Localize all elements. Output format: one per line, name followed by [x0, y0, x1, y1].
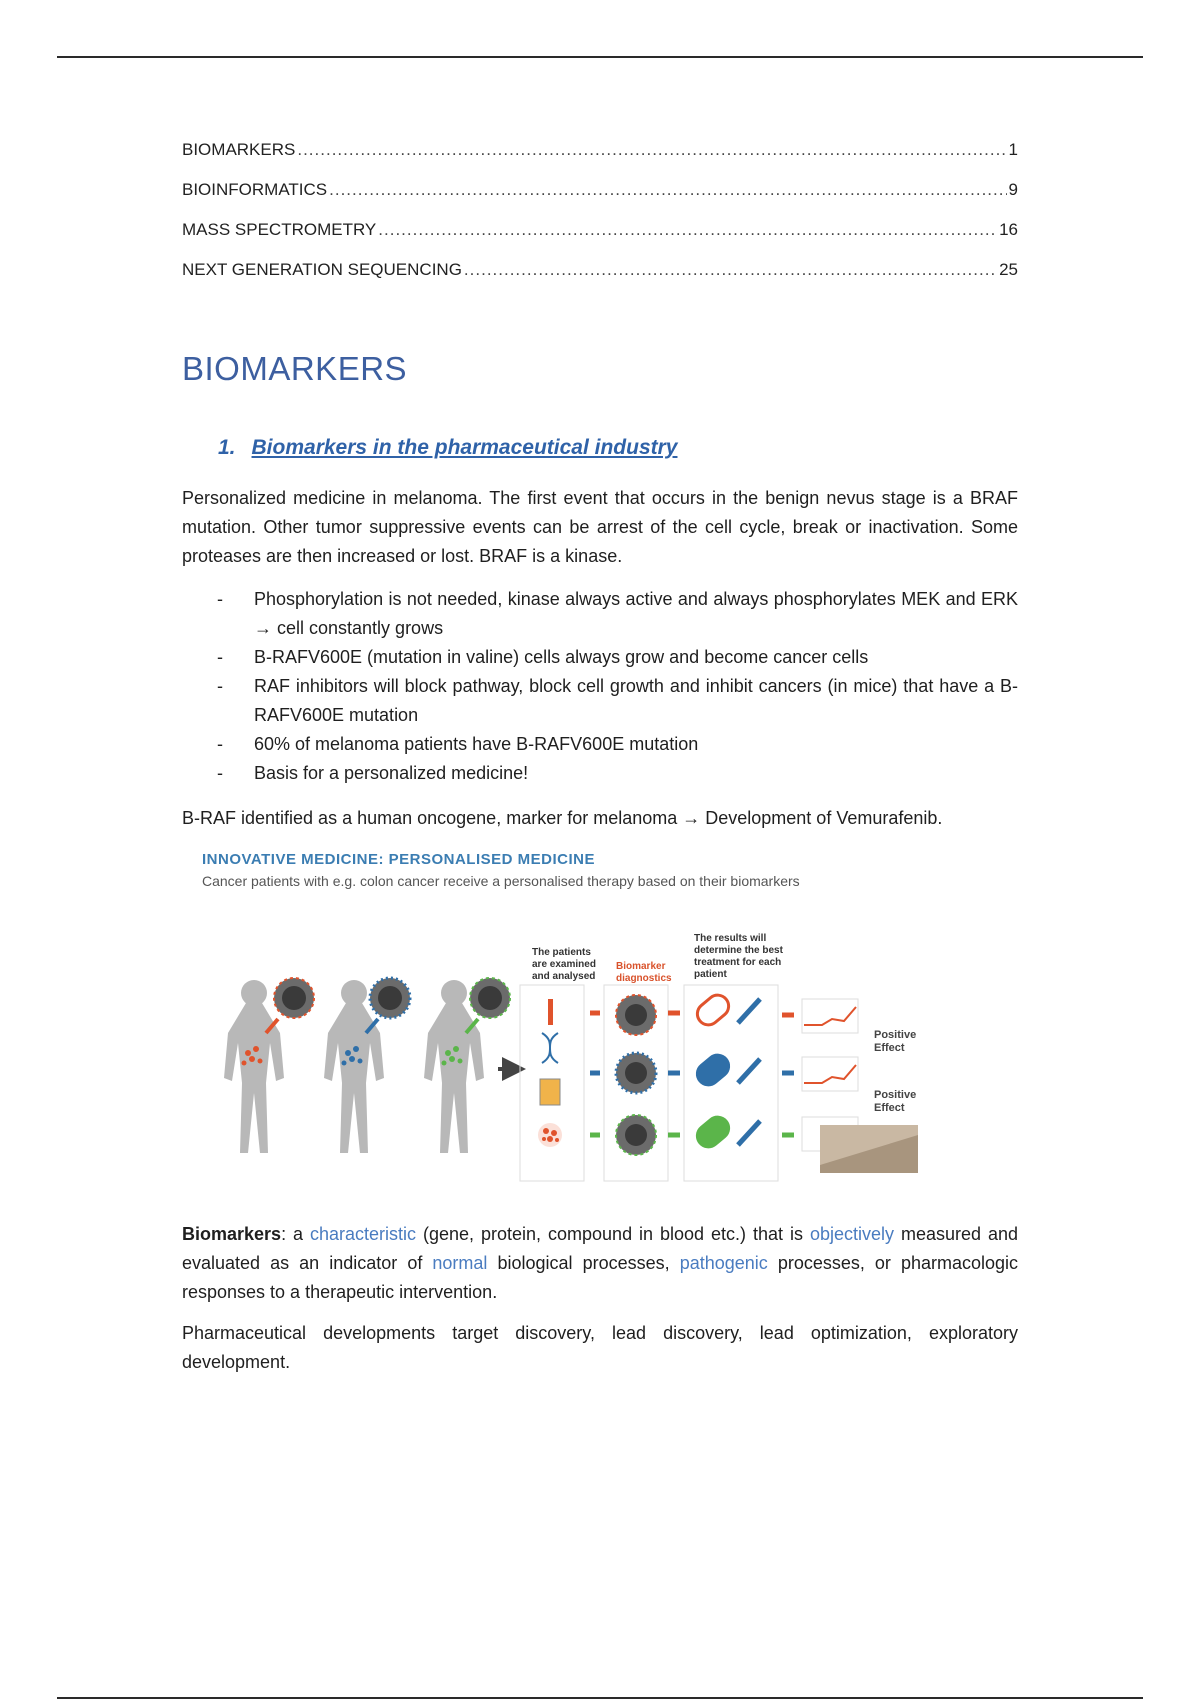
list-item: [217, 759, 1018, 788]
toc-page: 1: [1008, 140, 1018, 159]
toc-title: MASS SPECTROMETRY: [182, 220, 377, 239]
figure-title: INNOVATIVE MEDICINE: PERSONALISED MEDICINE: [202, 851, 595, 868]
test-tube-icon: [548, 999, 553, 1025]
bullet-marker: -: [217, 676, 223, 696]
toc-title: BIOMARKERS: [182, 140, 296, 159]
term-biomarkers: Biomarkers: [182, 1224, 282, 1244]
list-item-text: B-RAFV600E (mutation in valine) cells always grow and become cancer cells: [254, 647, 869, 667]
list-item-text: Basis for a personalized medicine!: [254, 763, 529, 783]
label-results: The results will determine the best treatment for each patient: [694, 933, 783, 980]
tumor-cell-icon: [370, 978, 410, 1018]
label-examined: The patients are examined and analysed: [532, 947, 596, 982]
toc-title: BIOINFORMATICS: [182, 180, 328, 199]
footer-rule: [57, 1697, 1143, 1699]
label-diagnostics: Biomarker diagnostics: [616, 961, 672, 984]
toc-title: NEXT GENERATION SEQUENCING: [182, 260, 462, 279]
toc-entry[interactable]: [182, 180, 1018, 220]
tumor-cell-icon: [274, 978, 314, 1018]
table-of-contents: [182, 140, 1018, 300]
bullet-marker: -: [217, 647, 223, 667]
text-span: (gene, protein, compound in blood etc.) that is: [416, 1224, 810, 1244]
section-heading: BIOMARKERS: [182, 350, 408, 387]
bullet-marker: -: [217, 589, 223, 609]
subsection-title: Biomarkers in the pharmaceutical industry: [251, 436, 678, 459]
row-red: [590, 991, 858, 1035]
list-item-text: RAF inhibitors will block pathway, block cell growth and inhibit cancers (in mice) that have a B-RAFV600E mutation: [254, 676, 1018, 725]
sample-jar-icon: [540, 1079, 560, 1105]
text-span: processes, or pharmacologic responses to a therapeutic intervention.: [182, 1253, 1019, 1302]
list-item-text: 60% of melanoma patients have B-RAFV600E mutation: [254, 734, 699, 754]
effect-label: Positive Effect: [874, 1089, 917, 1114]
toc-page: 16: [999, 220, 1018, 239]
header-rule: [57, 56, 1143, 58]
toc-leader: [464, 260, 997, 280]
text-span: biological processes,: [487, 1253, 680, 1273]
link-pathogenic[interactable]: pathogenic: [679, 1253, 768, 1273]
subsection-heading: [218, 436, 1018, 460]
subsection-number: 1.: [218, 436, 236, 459]
row-green: [590, 1113, 918, 1173]
paragraph-braf: B-RAF identified as a human oncogene, marker for melanoma → Development of Vemurafenib.: [182, 808, 943, 828]
paragraph-intro: Personalized medicine in melanoma. The first event that occurs in the benign nevus stage is a BRAF mutation. Other tumor suppressive events can be arrest of the cell cycle, break or inactivation. Some proteases are then increased or lost. BRAF is a kinase.: [182, 488, 1018, 566]
toc-leader: [378, 220, 997, 240]
toc-leader: [329, 180, 1006, 200]
paragraph-biomarker-definition: [182, 1220, 1018, 1307]
list-item-text: Phosphorylation is not needed, kinase always active and always phosphorylates MEK and ERK → cell constantly grows: [254, 589, 1018, 638]
bullet-marker: -: [217, 734, 223, 754]
personalised-medicine-figure: [202, 851, 972, 1206]
toc-entry[interactable]: [182, 140, 1018, 180]
toc-entry[interactable]: [182, 220, 1018, 260]
list-item: [217, 643, 1018, 672]
toc-page: 25: [999, 260, 1018, 279]
text-span: : a: [281, 1224, 311, 1244]
effect-label: Positive Effect: [874, 1029, 917, 1054]
toc-page: 9: [1008, 180, 1018, 199]
tumor-cell-icon: [470, 978, 510, 1018]
paragraph-pharma-developments: Pharmaceutical developments target discovery, lead discovery, lead optimization, exploratory development.: [182, 1323, 1018, 1372]
blood-cells-icon: [538, 1123, 562, 1147]
link-characteristic[interactable]: characteristic: [310, 1224, 417, 1244]
link-objectively[interactable]: objectively: [809, 1224, 894, 1244]
list-item: [217, 585, 1018, 643]
toc-entry[interactable]: [182, 260, 1018, 300]
list-item: [217, 730, 1018, 759]
dna-icon: [542, 1033, 558, 1063]
figure-subtitle: Cancer patients with e.g. colon cancer receive a personalised therapy based on their biomarkers: [202, 873, 800, 889]
row-blue: [590, 1051, 858, 1093]
bullet-list: [182, 585, 1018, 788]
bullet-marker: -: [217, 763, 223, 783]
toc-leader: [297, 140, 1006, 160]
text-span: measured and evaluated as an indicator of: [182, 1224, 1019, 1273]
link-normal[interactable]: normal: [432, 1253, 488, 1273]
list-item: [217, 672, 1018, 730]
page-content: [182, 140, 1018, 1377]
